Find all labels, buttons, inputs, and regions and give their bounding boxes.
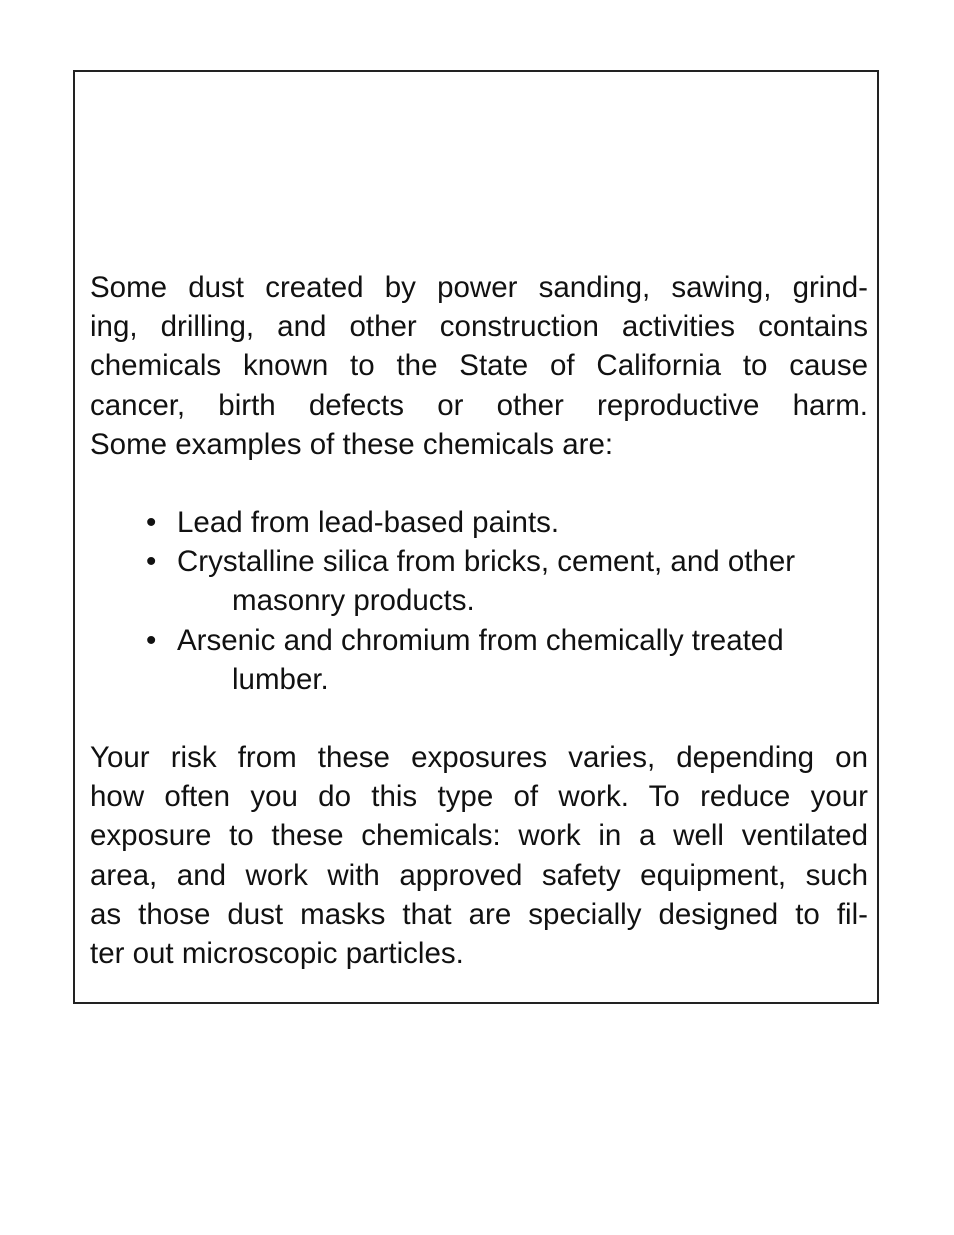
intro-line: Some dust created by power sanding, sawing, grind- [90, 271, 868, 304]
risk-line: Your risk from these exposures varies, depending on [90, 741, 868, 775]
example-text: Crystalline silica from bricks, cement, and other [177, 545, 796, 579]
risk-line: ter out microscopic particles. [90, 937, 464, 971]
example-text-continued: lumber. [232, 662, 329, 696]
intro-line: ing, drilling, and other construction activities contains [90, 310, 868, 344]
chemical-examples-list [90, 503, 868, 699]
risk-line: area, and work with approved safety equipment, such [90, 858, 868, 892]
warning-notice-box [73, 70, 879, 1004]
bullet-glyph: • [146, 623, 157, 657]
example-text-continued: masonry products. [232, 584, 475, 618]
risk-line: as those dust masks that are specially designed to fil- [90, 897, 868, 931]
intro-line: cancer, birth defects or other reproductive harm. [90, 388, 868, 422]
risk-line: exposure to these chemicals: work in a well ventilated [90, 819, 868, 853]
bullet-glyph: • [146, 545, 157, 579]
list-item [146, 621, 868, 699]
bullet-glyph: • [146, 506, 157, 540]
list-item [146, 542, 868, 620]
risk-paragraph [90, 738, 868, 973]
intro-line: chemicals known to the State of California to cause [90, 349, 868, 383]
list-item [146, 503, 868, 542]
notice-content [90, 268, 868, 973]
intro-line: Some examples of these chemicals are: [90, 427, 614, 461]
risk-line: how often you do this type of work. To reduce your [90, 780, 868, 814]
example-text: Arsenic and chromium from chemically treated [177, 623, 784, 657]
intro-paragraph [90, 268, 868, 464]
example-text: Lead from lead-based paints. [177, 506, 560, 540]
